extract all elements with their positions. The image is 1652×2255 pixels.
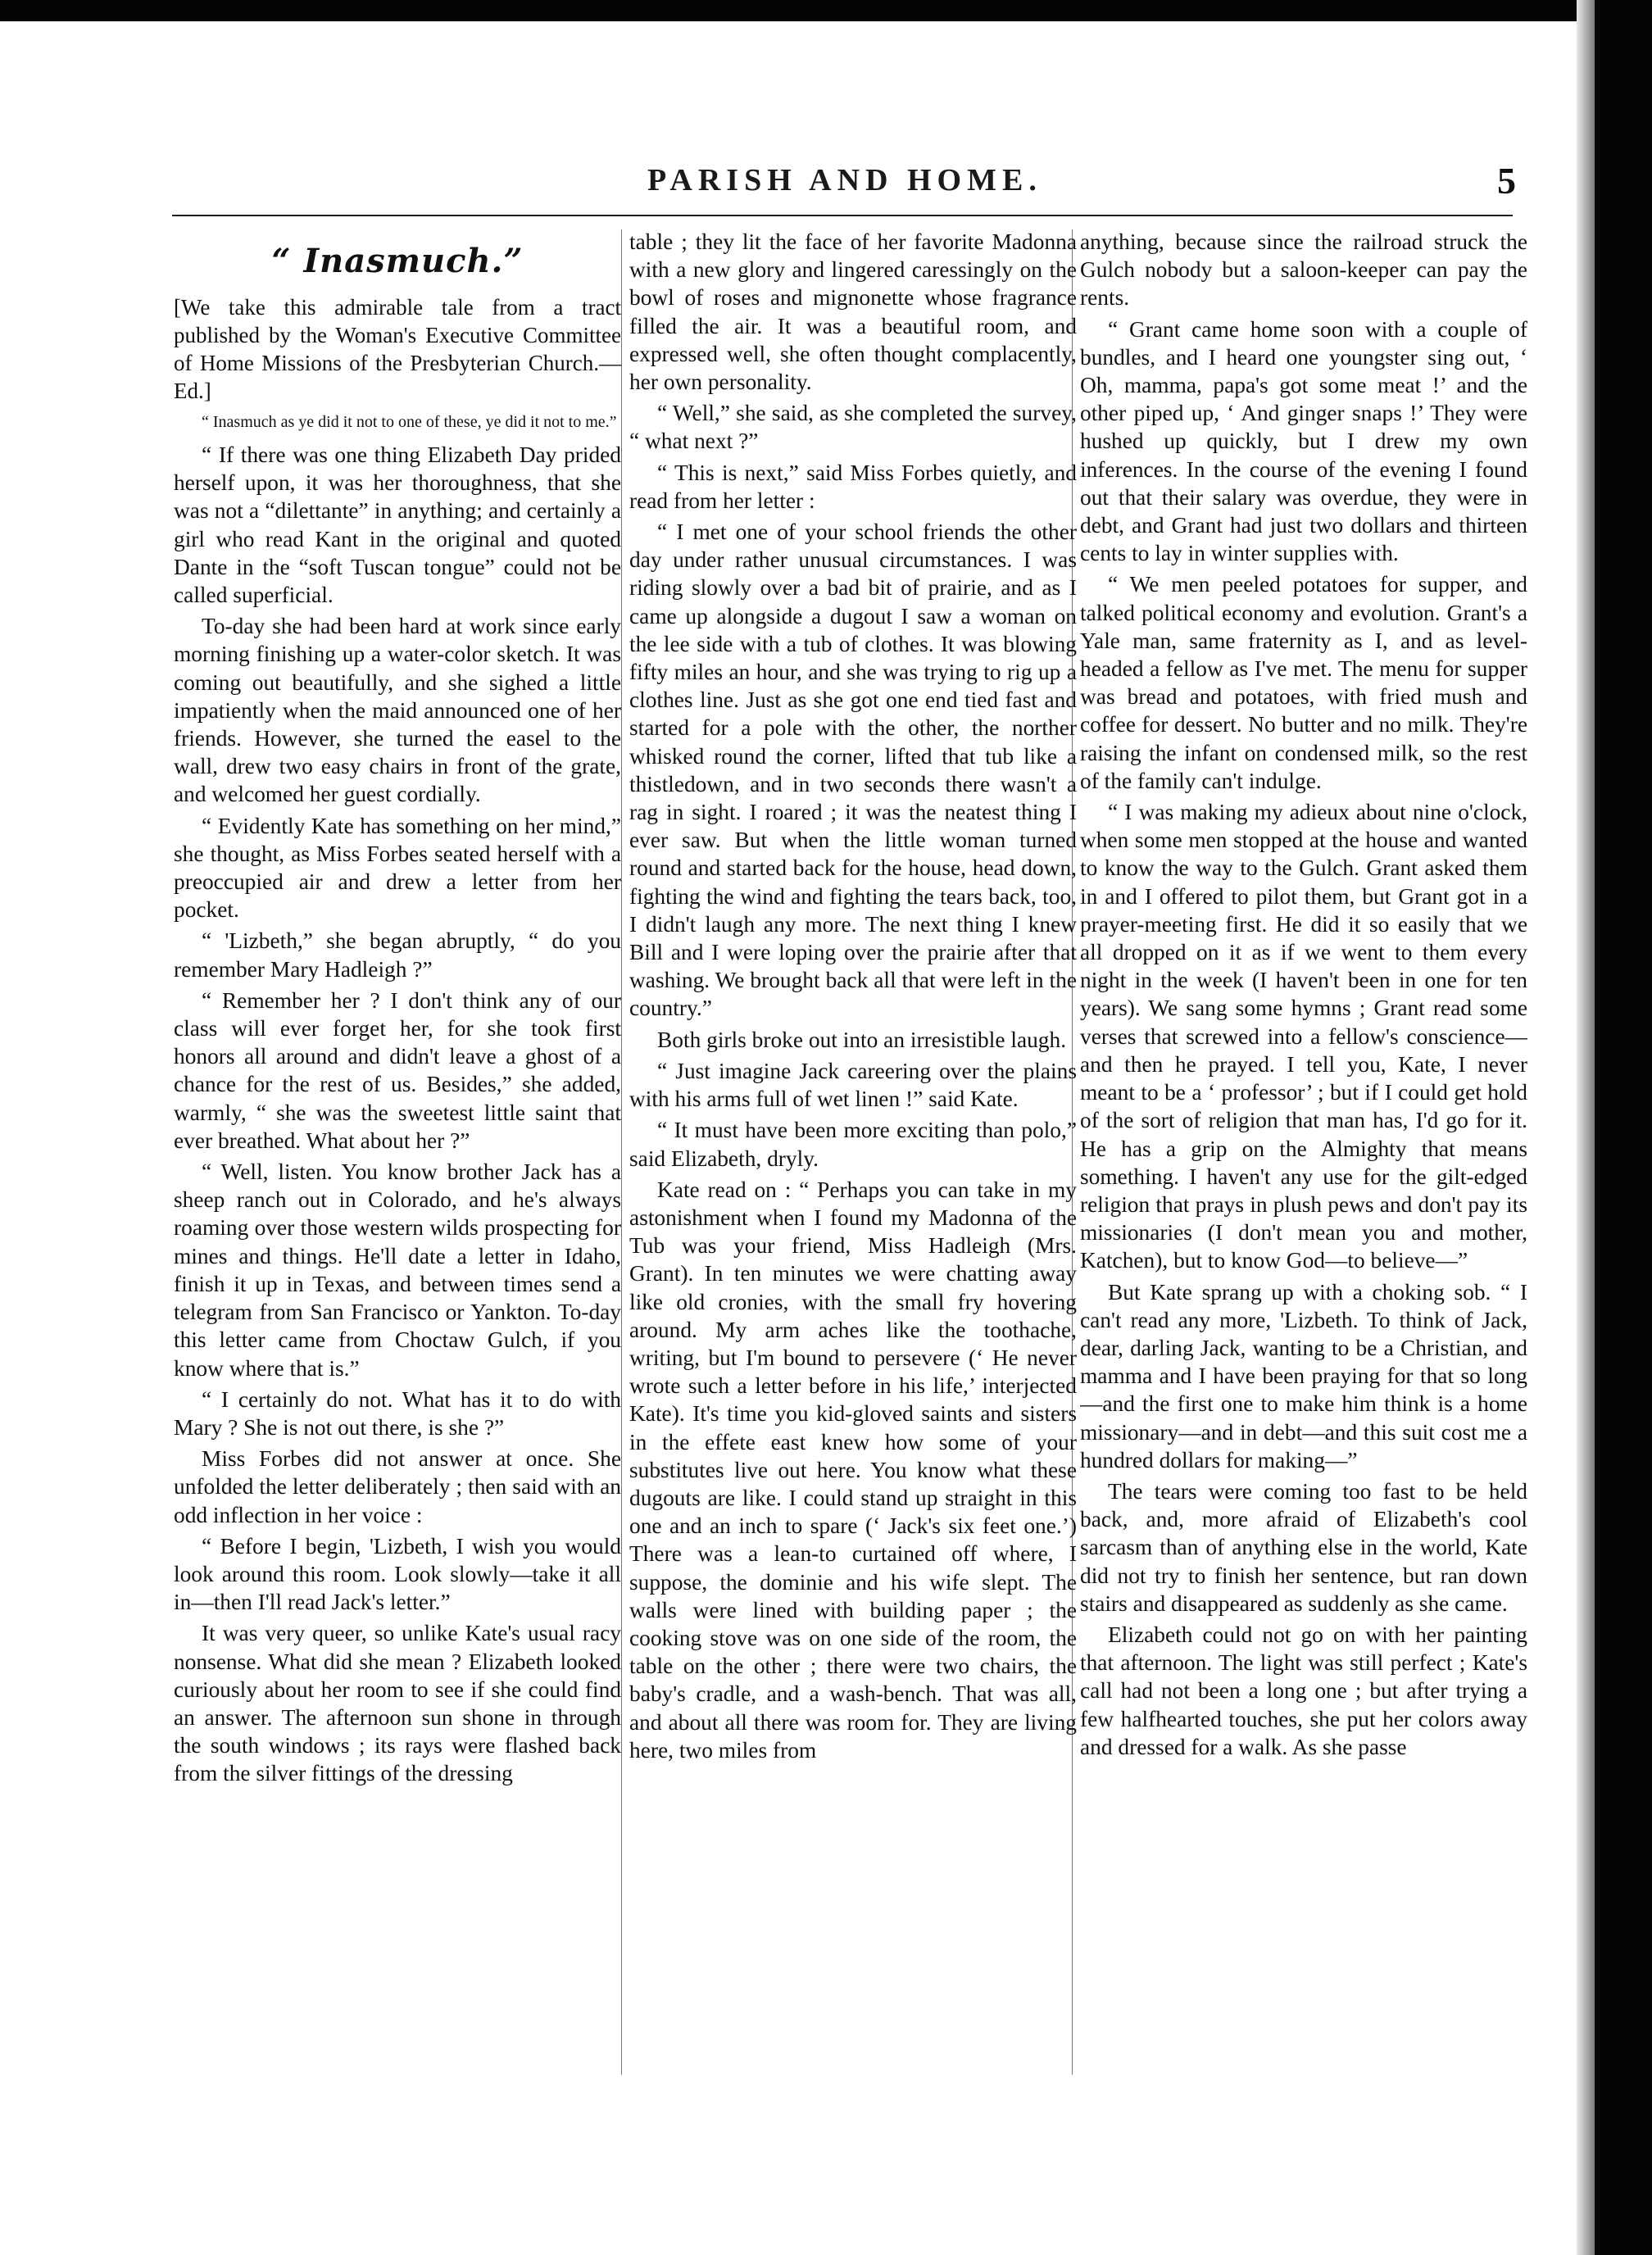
paragraph: Kate read on : “ Perhaps you can take in my astonishment when I found my Madonna of the Tub was your friend, Miss Hadleigh (Mrs. Grant). In ten minutes we were chatting away like old cronies, with the small fry hovering around. My arm aches like the toothache, writing, but I'm bound to persevere (‘ He never wrote such a letter before in his life,’ interjected Kate). It's time you kid-gloved saints and sisters in the effete east knew how some of your substitutes live out here. You know what these dugouts are like. I could stand up straight in this one and an inch to spare (‘ Jack's six feet one.’) There was a lean-to curtained off where, I suppose, the dominie and his wife slept. The walls were lined with building paper ; the cooking stove was on one side of the room, the table on the other ; there were two chairs, the baby's cradle, and a wash-bench. That was all, and about all there was room for. They are living here, two miles from <box>629 1177 1077 1763</box>
paragraph: Miss Forbes did not answer at once. She unfolded the letter deliberately ; then said with an odd inflection in her voice : <box>174 1446 621 1527</box>
paragraph: Both girls broke out into an irresistible laugh. <box>657 1027 1067 1052</box>
paragraph: “ If there was one thing Elizabeth Day prided herself upon, it was her thoroughness, that she was not a “dilettante” in anything; and certainly a girl who read Kant in the original and quoted Dante in the “soft Tuscan tongue” could not be called superficial. <box>174 442 621 608</box>
paragraph: table ; they lit the face of her favorite Madonna with a new glory and lingered caressingly on the bowl of roses and mignonette whose fragrance filled the air. It was a beautiful room, and expressed well, she often thought complacently, her own personality. <box>629 229 1077 395</box>
scan-border-shadow <box>1577 0 1595 2255</box>
page-number: 5 <box>1497 160 1516 202</box>
paragraph: To-day she had been hard at work since early morning finishing up a water-color sketch. It was coming out beautifully, and she sighed a little impatiently when the maid announced one of her friends. However, she turned the easel to the wall, drew two easy chairs in front of the grate, and welcomed her guest cordially. <box>174 614 621 807</box>
paragraph: But Kate sprang up with a choking sob. “ I can't read any more, 'Lizbeth. To think of Jack, dear, darling Jack, wanting to be a Christian, and mamma and I have been praying for that so long—and the first one to make him think is a home missionary—and in debt—and this suit cost me a hundred dollars for making—” <box>1080 1279 1527 1472</box>
epigraph: “ Inasmuch as ye did it not to one of these, ye did it not to me.” <box>202 413 617 431</box>
editor-note: [We take this admirable tale from a tract published by the Woman's Executive Committee of Home Missions of the Presbyterian Church.—Ed.] <box>174 295 621 403</box>
text-column-3 <box>1080 228 1527 1764</box>
paragraph: “ I certainly do not. What has it to do with Mary ? She is not out there, is she ?” <box>174 1386 621 1440</box>
paragraph: “ 'Lizbeth,” she began abruptly, “ do you remember Mary Hadleigh ?” <box>174 928 621 982</box>
paragraph: “ I was making my adieux about nine o'clock, when some men stopped at the house and wanted to know the way to the Gulch. Grant asked them in and I offered to pilot them, but Grant got in a prayer-meeting first. He did it so easily that we all dropped on it as if we went to them every night in the week (I haven't been in one for ten years). We sang some hymns ; Grant read some verses that screwed into a fellow's conscience—and then he prayed. I tell you, Kate, I never meant to be a ‘ professor’ ; but if I could get hold of the sort of religion that man has, I'd go for it. He has a grip on the Almighty that means something. I haven't any use for the gilt-edged religion that prays in plush pews and don't pay its missionaries (I don't mean you and mother, Katchen), but to know God—to believe—” <box>1080 800 1527 1273</box>
text-column-2 <box>629 228 1077 1767</box>
paragraph: “ We men peeled potatoes for supper, and talked political economy and evolution. Grant's a Yale man, same fraternity as I, and as level-headed a fellow as I've met. The menu for supper was bread and potatoes, with fried mush and coffee for dessert. No butter and no milk. They're raising the infant on condensed milk, so the rest of the family can't indulge. <box>1080 572 1527 793</box>
paragraph: “ Grant came home soon with a couple of bundles, and I heard one youngster sing out, ‘ Oh, mamma, papa's got some meat !’ and the other piped up, ‘ And ginger snaps !’ They were hushed up quickly, but I drew my own inferences. In the course of the evening I found out that their salary was overdue, they were in debt, and Grant had just two dollars and thirteen cents to lay in winter supplies with. <box>1080 316 1527 566</box>
scan-border-top <box>0 0 1652 21</box>
paragraph: anything, because since the railroad struck the Gulch nobody but a saloon-keeper can pay the rents. <box>1080 229 1527 311</box>
paragraph: “ This is next,” said Miss Forbes quietly, and read from her letter : <box>629 460 1077 513</box>
paragraph: “ Evidently Kate has something on her mind,” she thought, as Miss Forbes seated herself with a preoccupied air and drew a letter from her pocket. <box>174 813 621 923</box>
paragraph: “ It must have been more exciting than polo,” said Elizabeth, dryly. <box>629 1118 1077 1171</box>
paragraph: “ Remember her ? I don't think any of our class will ever forget her, for she took first honors all around and didn't leave a ghost of a chance for the rest of us. Besides,” she added, warmly, “ she was the sweetest little saint that ever breathed. What about her ?” <box>174 987 621 1153</box>
paragraph: It was very queer, so unlike Kate's usual racy nonsense. What did she mean ? Elizabeth looked curiously about her room to see if she could find an answer. The afternoon sun shone in through the south windows ; its rays were flashed back from the silver fittings of the dressing <box>174 1621 621 1786</box>
article-title: “ Inasmuch.” <box>271 242 524 280</box>
paragraph: Elizabeth could not go on with her painting that afternoon. The light was still perfect ; Kate's call had not been a long one ; but after trying a few halfhearted touches, she put her colors away and dressed for a walk. As she passe <box>1080 1622 1527 1759</box>
scan-border-right <box>1595 0 1652 2255</box>
column-divider <box>621 229 622 2075</box>
paragraph: “ Well,” she said, as she completed the survey, “ what next ?” <box>629 401 1077 454</box>
running-title: PARISH AND HOME. <box>647 163 1042 197</box>
paragraph: “ Before I begin, 'Lizbeth, I wish you would look around this room. Look slowly—take it all in—then I'll read Jack's letter.” <box>174 1533 621 1615</box>
text-column-1 <box>174 228 621 1791</box>
page-header <box>172 160 1516 202</box>
paragraph: “ Well, listen. You know brother Jack has a sheep ranch out in Colorado, and he's always roaming over those western wilds prospecting for mines and things. He'll date a letter in Idaho, finish it up in Texas, and between times send a telegram from San Francisco or Yankton. To-day this letter came from Choctaw Gulch, if you know where that is.” <box>174 1159 621 1381</box>
paragraph: “ Just imagine Jack careering over the plains with his arms full of wet linen !” said Kate. <box>629 1058 1077 1112</box>
header-rule <box>172 215 1513 216</box>
paragraph: “ I met one of your school friends the other day under rather unusual circumstances. I was riding slowly over a bad bit of prairie, and as I came up alongside a dugout I saw a woman on the lee side with a tub of clothes. It was blowing fifty miles an hour, and she was trying to rig up a clothes line. Just as she got one end tied fast and started for a pole with the other, the norther whisked round the corner, lifted that tub like a thistledown, and in two seconds there wasn't a rag in sight. I roared ; it was the neatest thing I ever saw. But when the little woman turned round and started back for the house, head down, fighting the wind and fighting the tears back, too, I didn't laugh any more. The next thing I knew Bill and I were loping over the prairie after that washing. We brought back all that were left in the country.” <box>629 520 1077 1021</box>
paragraph: The tears were coming too fast to be held back, and, more afraid of Elizabeth's cool sarcasm than of anything else in the world, Kate did not try to finish her sentence, but ran down stairs and disappeared as suddenly as she came. <box>1080 1478 1527 1616</box>
